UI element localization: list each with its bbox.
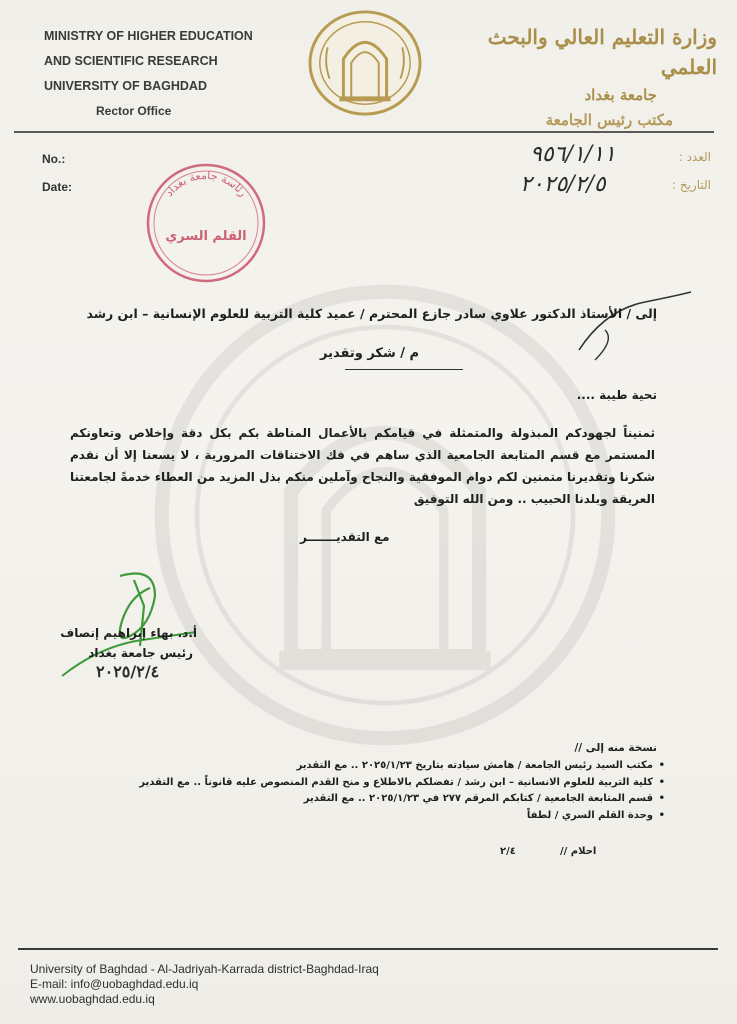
handwritten-mark-icon [575,290,695,370]
stamp-ring-text: رئاسة جامعة بغداد [162,168,250,200]
arabic-number-label: العدد : [678,150,711,164]
letter-body: ثمنيناً لجهودكم المبذولة والمتمثلة في قيامكم بالأعمال المناطة بكم بكل دقة وإخلاص وتعاونكم المستمر مع قسم المتابعة الجامعية الذي ساهم في فك الاختناقات المرورية ، لا يسعنا إلا أن نقدم شكرنا وتقديرنا متمنين لكم دوام الموفقية والنجاح وآملين منكم بذل المزيد من العطاء خدمةً لجامعتنا العريقة وبلدنا الحبيب .. ومن الله التوفيق [70,426,655,506]
footer-address: University of Baghdad - Al-Jadriyah-Karrada district-Baghdad-Iraq [30,962,379,976]
footer-divider [18,948,718,950]
signatory-name: أ.د. بهاء إبراهيم إنصاف [60,626,197,640]
copy-item: • كلية التربية للعلوم الانسانية – ابن رشد / تفضلكم بالاطلاع و منح القدم المنصوص عليه قانوناً .. مع التقدير [139,775,653,792]
letter-regards: مع التقديـــــــر [300,530,390,544]
english-header [44,24,294,124]
arabic-university-line: جامعة بغداد [584,86,657,104]
footer-email: E-mail: info@uobaghdad.edu.iq [30,977,199,991]
letter-number-value: ٩٥٦/١/١١ [530,142,616,167]
footer-website: www.uobaghdad.edu.iq [30,992,155,1006]
date-label: Date: [42,180,73,194]
university-seal-icon [306,8,424,118]
arabic-header [447,22,717,132]
number-label: No.: [42,152,66,166]
letter-date-value: ٢٠٢٥/٢/٥ [520,172,606,197]
archive-label: احلام // [560,846,597,857]
header-research-line: AND SCIENTIFIC RESEARCH [44,54,218,68]
letter-addressee: إلى / الأستاذ الدكتور علاوي سادر جازع المحترم / عميد كلية التربية للعلوم الإنسانية – ابن رشد [86,306,657,321]
copy-item: • مكتب السيد رئيس الجامعة / هامش سيادته بتاريخ ٢٠٢٥/١/٢٣ .. مع التقدير [139,758,653,775]
copies-list [139,758,667,824]
header-ministry-line: MINISTRY OF HIGHER EDUCATION [44,29,253,43]
signatory-title: رئيس جامعة بغداد [88,646,193,660]
footer [30,962,379,1007]
copy-item: • وحدة القلم السري / لطفاً [139,808,653,825]
letter-subject: م / شكر وتقدير [320,346,420,361]
header-divider [14,131,714,133]
arabic-ministry-line: وزارة التعليم العالي والبحث العلمي [487,25,717,79]
copies-heading: نسخة منه إلى // [574,742,657,754]
stamp-center-text: القلم السري [165,229,247,244]
confidential-stamp-icon [143,160,269,286]
arabic-date-label: التاريخ : [671,178,711,192]
header-university-line: UNIVERSITY OF BAGHDAD [44,79,207,93]
copy-item: • قسم المتابعة الجامعية / كتابكم المرقم ٢٧٧ في ٢٠٢٥/١/٢٣ .. مع التقدير [139,791,653,808]
arabic-office-line: مكتب رئيس الجامعة [545,111,673,129]
letter-greeting: تحية طيبة .... [576,388,657,402]
signature-date: ٢٠٢٥/٢/٤ [96,662,160,681]
subject-underline [345,369,463,370]
header-office-line: Rector Office [96,104,172,118]
archive-date: ٢/٤ [500,846,516,857]
